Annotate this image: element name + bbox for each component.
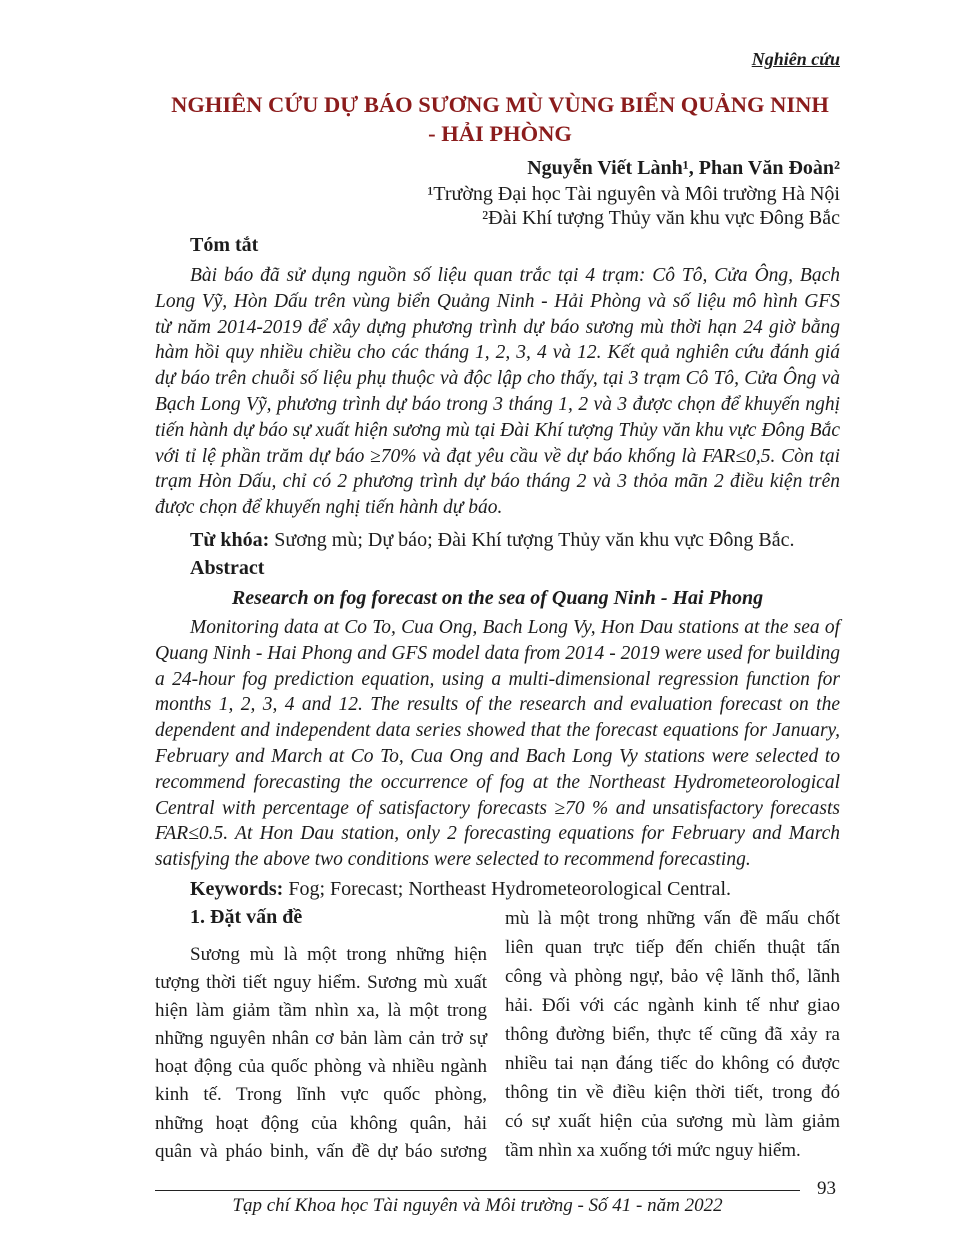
abstract-vi-line: hàm hồi quy nhiều chiều cho các tháng 1, 2, 3, 4 và 12. Kết quả nghiên cứu đánh giá bbox=[155, 342, 840, 364]
abstract-vi-line: từ năm 2014-2019 để xây dựng phương trình dự báo sương mù thời hạn 24 giờ bằng bbox=[155, 316, 840, 338]
body-text-line: tầm nhìn xa xuống tới mức nguy hiểm. bbox=[505, 1140, 801, 1161]
english-title: Research on fog forecast on the sea of Quang Ninh - Hai Phong bbox=[231, 587, 764, 609]
body-text-line: mù là một trong những vấn đề mấu chốt bbox=[505, 908, 840, 929]
affiliation-2: ²Đài Khí tượng Thủy văn khu vực Đông Bắc bbox=[482, 207, 840, 229]
footer-rule bbox=[155, 1190, 800, 1191]
abstract-en-line: months 1, 2, 3, 4 and 12. The results of the research and evaluation forecast on the bbox=[155, 694, 840, 716]
body-text-line: Sương mù là một trong những hiện bbox=[190, 944, 487, 965]
body-text-line: kinh tế. Trong lĩnh vực quốc phòng, bbox=[155, 1084, 487, 1106]
body-text-line: những nguyên nhân cơ bản làm cản trở sự bbox=[155, 1028, 487, 1050]
body-text-line: thông tin về điều kiện thời tiết, trong đó bbox=[505, 1082, 840, 1103]
title-line-1: NGHIÊN CỨU DỰ BÁO SƯƠNG MÙ VÙNG BIỂN QUẢNG NINH bbox=[171, 92, 829, 117]
abstract-en-line: FAR≤0.5. At Hon Dau station, only 2 forecasting equations for February and March bbox=[155, 823, 840, 845]
abstract-vi-line: Long Vỹ, Hòn Dấu trên vùng biển Quảng Ninh - Hải Phòng và số liệu mô hình GFS bbox=[155, 290, 840, 312]
keywords-vi-text: Sương mù; Dự báo; Đài Khí tượng Thủy văn khu vực Đông Bắc. bbox=[274, 529, 795, 551]
abstract-vi-line: trạm Hòn Dấu, chỉ có 2 phương trình dự báo tháng 2 và 3 thỏa mãn 2 điều kiện trên bbox=[155, 471, 840, 493]
body-text-line: có sự xuất hiện của sương mù làm giảm bbox=[505, 1111, 840, 1132]
abstract-en-line: Quang Ninh - Hai Phong and GFS model data from 2014 - 2019 were used for building bbox=[155, 642, 840, 664]
abstract-vi-line: Bạch Long Vỹ, phương trình dự báo trong 3 tháng 1, 2 và 3 được chọn để khuyến nghị bbox=[155, 393, 840, 415]
body-text-line: hoạt động của quốc phòng và nhiều ngành bbox=[155, 1056, 487, 1078]
body-text-line: quân và pháo binh, vấn đề dự báo sương bbox=[155, 1140, 487, 1162]
keywords-vi-label: Từ khóa: bbox=[190, 529, 270, 551]
abstract-en-line: Monitoring data at Co To, Cua Ong, Bach Long Vy, Hon Dau stations at the sea of bbox=[190, 617, 840, 638]
keywords-en bbox=[190, 876, 731, 902]
section-1-heading: 1. Đặt vấn đề bbox=[190, 906, 303, 928]
body-column-left bbox=[155, 941, 487, 1166]
abstract-vi-line: với tỉ lệ phần trăm dự báo ≥70% và đạt yêu cầu về dự báo khống là FAR≤0,5. Còn tại bbox=[155, 445, 840, 467]
abstract-en-heading: Abstract bbox=[190, 557, 265, 579]
body-text-line: hiện làm giảm tầm nhìn xa, là một trong bbox=[155, 1000, 487, 1022]
keywords-en-text: Fog; Forecast; Northeast Hydrometeorological Central. bbox=[288, 878, 731, 900]
abstract-en-line: dependent and independent data series showed that the forecast equations for January, bbox=[155, 720, 840, 742]
keywords-vi bbox=[190, 527, 794, 553]
abstract-en-line: Central with percentage of satisfactory forecasts ≥70 % and unsatisfactory forecasts bbox=[155, 797, 840, 819]
abstract-vi-line: tiến hành dự báo sự xuất hiện sương mù tại Đài Khí tượng Thủy văn khu vực Đông Bắc bbox=[155, 419, 840, 441]
body-text-line: nhiều tai nạn đáng tiếc do không có được bbox=[505, 1053, 840, 1074]
journal-citation: Tạp chí Khoa học Tài nguyên và Môi trường - Số 41 - năm 2022 bbox=[232, 1195, 723, 1216]
affiliation-1: ¹Trường Đại học Tài nguyên và Môi trường Hà Nội bbox=[427, 183, 840, 205]
abstract-vi-paragraph bbox=[155, 263, 840, 521]
author-names: Nguyễn Viết Lành¹, Phan Văn Đoàn² bbox=[527, 157, 840, 179]
abstract-en-line: a 24-hour fog prediction equation, using a multi-dimensional regression function for bbox=[155, 668, 840, 690]
body-column-right bbox=[505, 904, 840, 1165]
body-text-line: tượng thời tiết nguy hiểm. Sương mù xuất bbox=[155, 972, 487, 994]
abstract-en-line: recommend forecasting the occurrence of fog at the Northeast Hydrometeorological bbox=[155, 771, 840, 793]
body-text-line: liên quan trực tiếp đến chiến thuật tấn bbox=[505, 937, 840, 958]
section-label: Nghiên cứu bbox=[751, 49, 840, 69]
abstract-vi-heading: Tóm tắt bbox=[190, 234, 259, 256]
body-text-line: công và phòng ngự, bảo vệ lãnh thổ, lãnh bbox=[505, 966, 840, 987]
keywords-en-label: Keywords: bbox=[190, 878, 284, 900]
abstract-vi-line: dự báo trên chuỗi số liệu phụ thuộc và độc lập cho thấy, tại 3 trạm Cô Tô, Cửa Ông và bbox=[155, 368, 840, 390]
title-line-2: - HẢI PHÒNG bbox=[428, 121, 572, 146]
abstract-en-paragraph bbox=[155, 615, 840, 873]
abstract-en-line: February and March at Co To, Cua Ong and Bach Long Vy stations were selected to bbox=[155, 745, 840, 767]
article-title bbox=[155, 90, 845, 148]
abstract-en-line: satisfying the above two conditions were selected to recommend forecasting. bbox=[155, 849, 751, 871]
abstract-vi-line: Bài báo đã sử dụng nguồn số liệu quan trắc tại 4 trạm: Cô Tô, Cửa Ông, Bạch bbox=[190, 265, 840, 286]
body-text-line: thông đường biển, thực tế cũng đã xảy ra bbox=[505, 1024, 840, 1045]
page-number: 93 bbox=[817, 1178, 836, 1199]
body-text-line: những hoạt động của không quân, hải bbox=[155, 1112, 487, 1134]
body-text-line: hải. Đối với các ngành kinh tế như giao bbox=[505, 995, 840, 1016]
abstract-vi-line: được chọn để khuyến nghị tiến hành dự báo. bbox=[155, 497, 503, 519]
